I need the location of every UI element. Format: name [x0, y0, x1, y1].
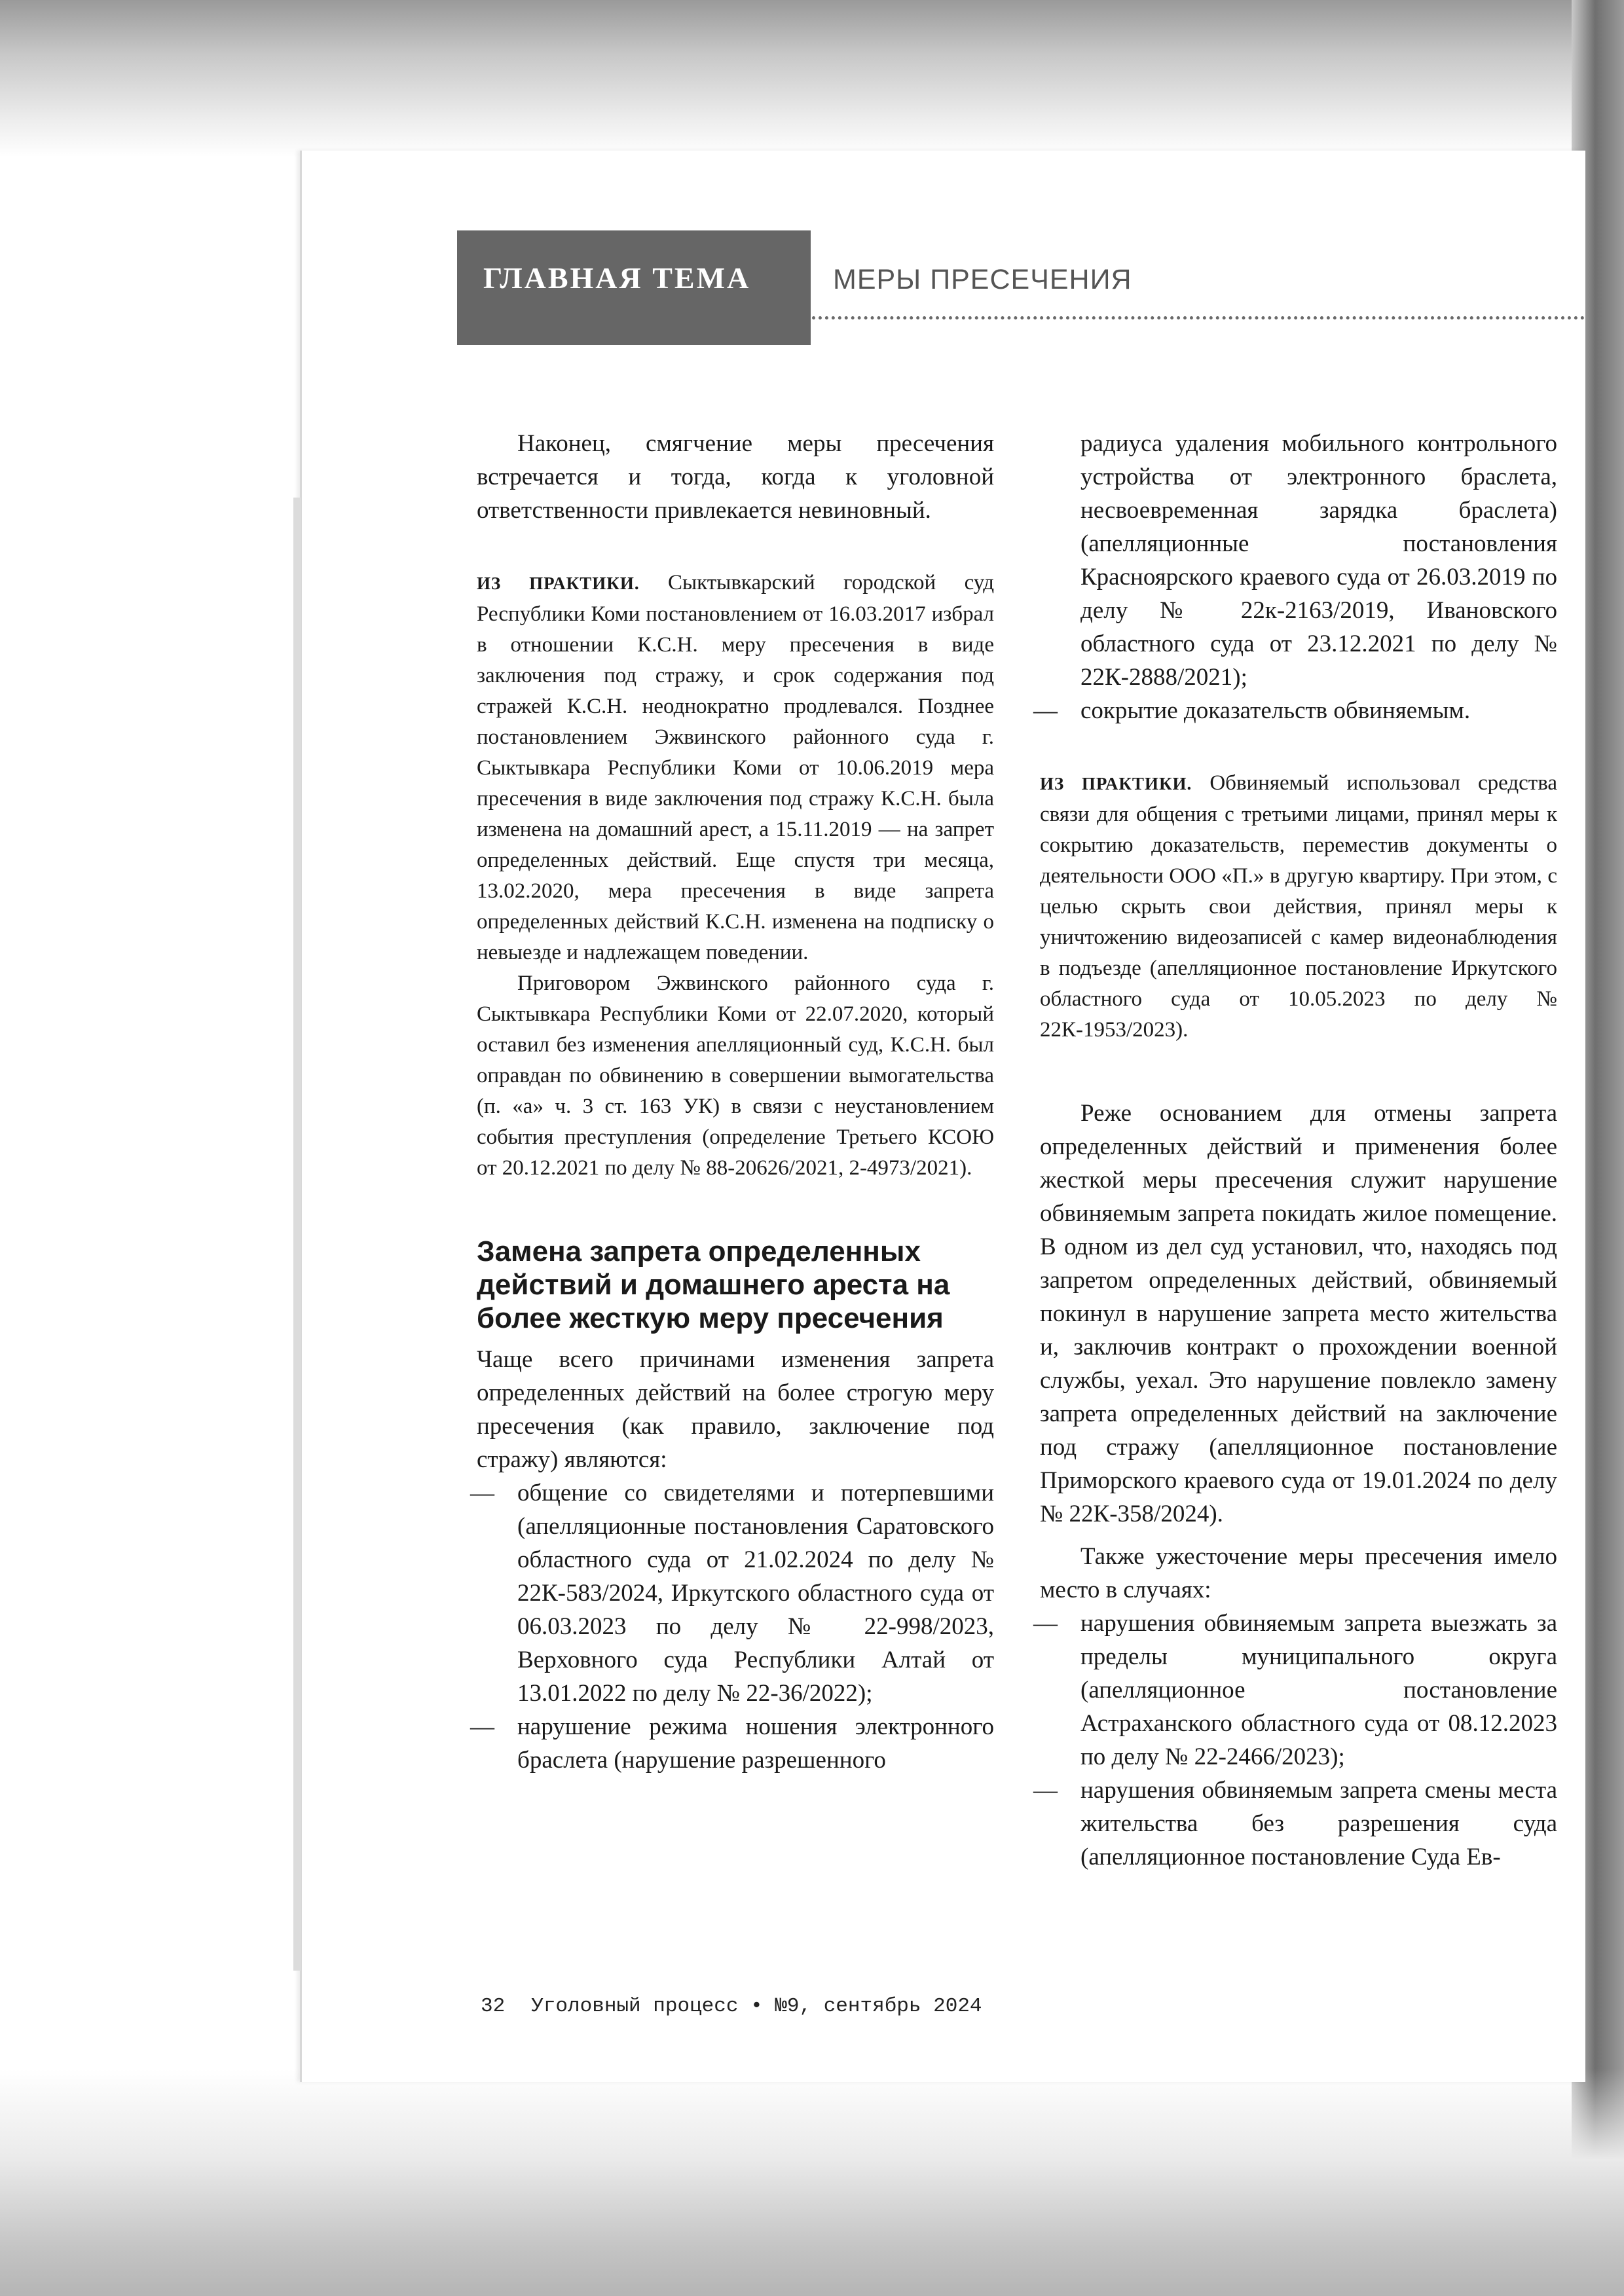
causes-list	[470, 1476, 994, 1777]
dash-marker: —	[470, 1480, 494, 1506]
practice-box-2	[1040, 768, 1557, 1046]
dash-marker: —	[1033, 1610, 1058, 1637]
practice-text: Сыктывкарский городской суд Республики Коми постановлением от 16.03.2017 избрал в отношении К.С.Н. меру пресечения в виде заключения под стражу, и срок содержания под стражей К.С.Н. неоднократно продлевался. Позднее постановлением Эжвинского районного суда г. Сыктывкара Республики Коми от 10.06.2019 мера пресечения в виде заключения под стражу К.С.Н. была изменена на домашний арест, а 15.11.2019 — на запрет определенных действий. Еще спустя три месяца, 13.02.2020, мера пресечения в виде запрета определенных действий К.С.Н. изменена на подписку о невыезде и надлежащем поведении.	[477, 571, 994, 964]
header-dotted-rule	[812, 316, 1585, 319]
journal-info: Уголовный процесс • №9, сентябрь 2024	[531, 1995, 982, 2018]
practice-box-1-continued: Приговором Эжвинского районного суда г. Сыктывкара Республики Коми от 22.07.2020, который оставил без изменения апелляционный суд, К.С.Н. был оправдан по обвинению в совершении вымогательства (п. «а» ч. 3 ст. 163 УК) в связи с неустановлением события преступления (определение Третьего КСОЮ от 20.12.2021 по делу № 88-20626/2021, 2-4973/2021).	[477, 972, 994, 1180]
list-item: — нарушение режима ношения электронного браслета (нарушение разрешенного	[477, 1710, 994, 1777]
section-heading: Замена запрета определенных действий и домашнего ареста на более жесткую меру пресечения	[477, 1235, 950, 1334]
intro-paragraph: Наконец, смягчение меры пресечения встречается и тогда, когда к уголовной ответственности привлекается невиновный.	[477, 430, 994, 524]
list-item: — нарушения обвиняемым запрета смены места жительства без разрешения суда (апелляционное постановление Суда Ев-	[1040, 1774, 1557, 1874]
causes-list-continued	[1033, 694, 1557, 727]
list-item: — нарушения обвиняемым запрета выезжать за пределы муниципального округа (апелляционное постановление Астраханского областного суда от 08.12.2023 по делу № 22-2466/2023);	[1040, 1607, 1557, 1774]
list-item: — общение со свидетелями и потерпевшими (апелляционные постановления Саратовского областного суда от 21.02.2024 по делу № 22К-583/2024, Иркутского областного суда от 06.03.2023 по делу № 22-998/2023, Верховного суда Республики Алтай от 13.01.2022 по делу № 22-36/2022);	[477, 1476, 994, 1710]
paragraph: Также ужесточение меры пресечения имело место в случаях:	[1040, 1543, 1557, 1603]
page-edge-strip	[293, 498, 301, 1971]
paragraph: Реже основанием для отмены запрета определенных действий и применения более жесткой меры пресечения служит нарушение обвиняемым запрета покидать жилое помещение. В одном из дел суд установил, что, находясь под запретом определенных действий, обвиняемый покинул в нарушение запрета место жительства и, заключив контракт о прохождении военной службы, уехал. Это нарушение повлекло замену запрета определенных действий на заключение под стражу (апелляционное постановление Приморского краевого суда от 19.01.2024 по делу № 22К-358/2024).	[1040, 1100, 1557, 1527]
topic-title: МЕРЫ ПРЕСЕЧЕНИЯ	[833, 264, 1132, 295]
practice-box-1	[477, 568, 994, 968]
lead-paragraph: Чаще всего причинами изменения запрета определенных действий на более строгую меру пресечения (как правило, заключение под стражу) являются:	[477, 1346, 994, 1473]
scan-shadow-bottom	[0, 2069, 1624, 2296]
section-label: ГЛАВНАЯ ТЕМА	[483, 261, 751, 295]
page-footer	[481, 1990, 1135, 2023]
practice-label: ИЗ ПРАКТИКИ.	[477, 574, 640, 593]
practice-label: ИЗ ПРАКТИКИ.	[1040, 774, 1192, 793]
left-column	[470, 427, 994, 1777]
list-item-continued: радиуса удаления мобильного контрольного устройства от электронного браслета, несвоевременная зарядка браслета) (апелляционные постановления Красноярского краевого суда от 26.03.2019 по делу № 22к-2163/2019, Ивановского областного суда от 23.12.2021 по делу № 22К-2888/2021);	[1080, 430, 1557, 691]
page-number: 32	[481, 1995, 506, 2018]
dash-marker: —	[1033, 697, 1058, 724]
list-item: — сокрытие доказательств обвиняемым.	[1040, 694, 1557, 727]
scan-shadow-top	[0, 0, 1624, 157]
right-column	[1033, 427, 1557, 1874]
practice-text: Обвиняемый использовал средства связи для общения с третьими лицами, принял меры к сокрытию доказательств, переместив документы о деятельности ООО «П.» в другую квартиру. При этом, с целью скрыть свои действия, принял меры к уничтожению видеозаписей с камер видеонаблюдения в подъезде (апелляционное постановление Иркутского областного суда от 10.05.2023 по делу № 22К-1953/2023).	[1040, 771, 1557, 1042]
cases-list	[1033, 1607, 1557, 1874]
dash-marker: —	[1033, 1777, 1058, 1804]
dash-marker: —	[470, 1713, 494, 1740]
